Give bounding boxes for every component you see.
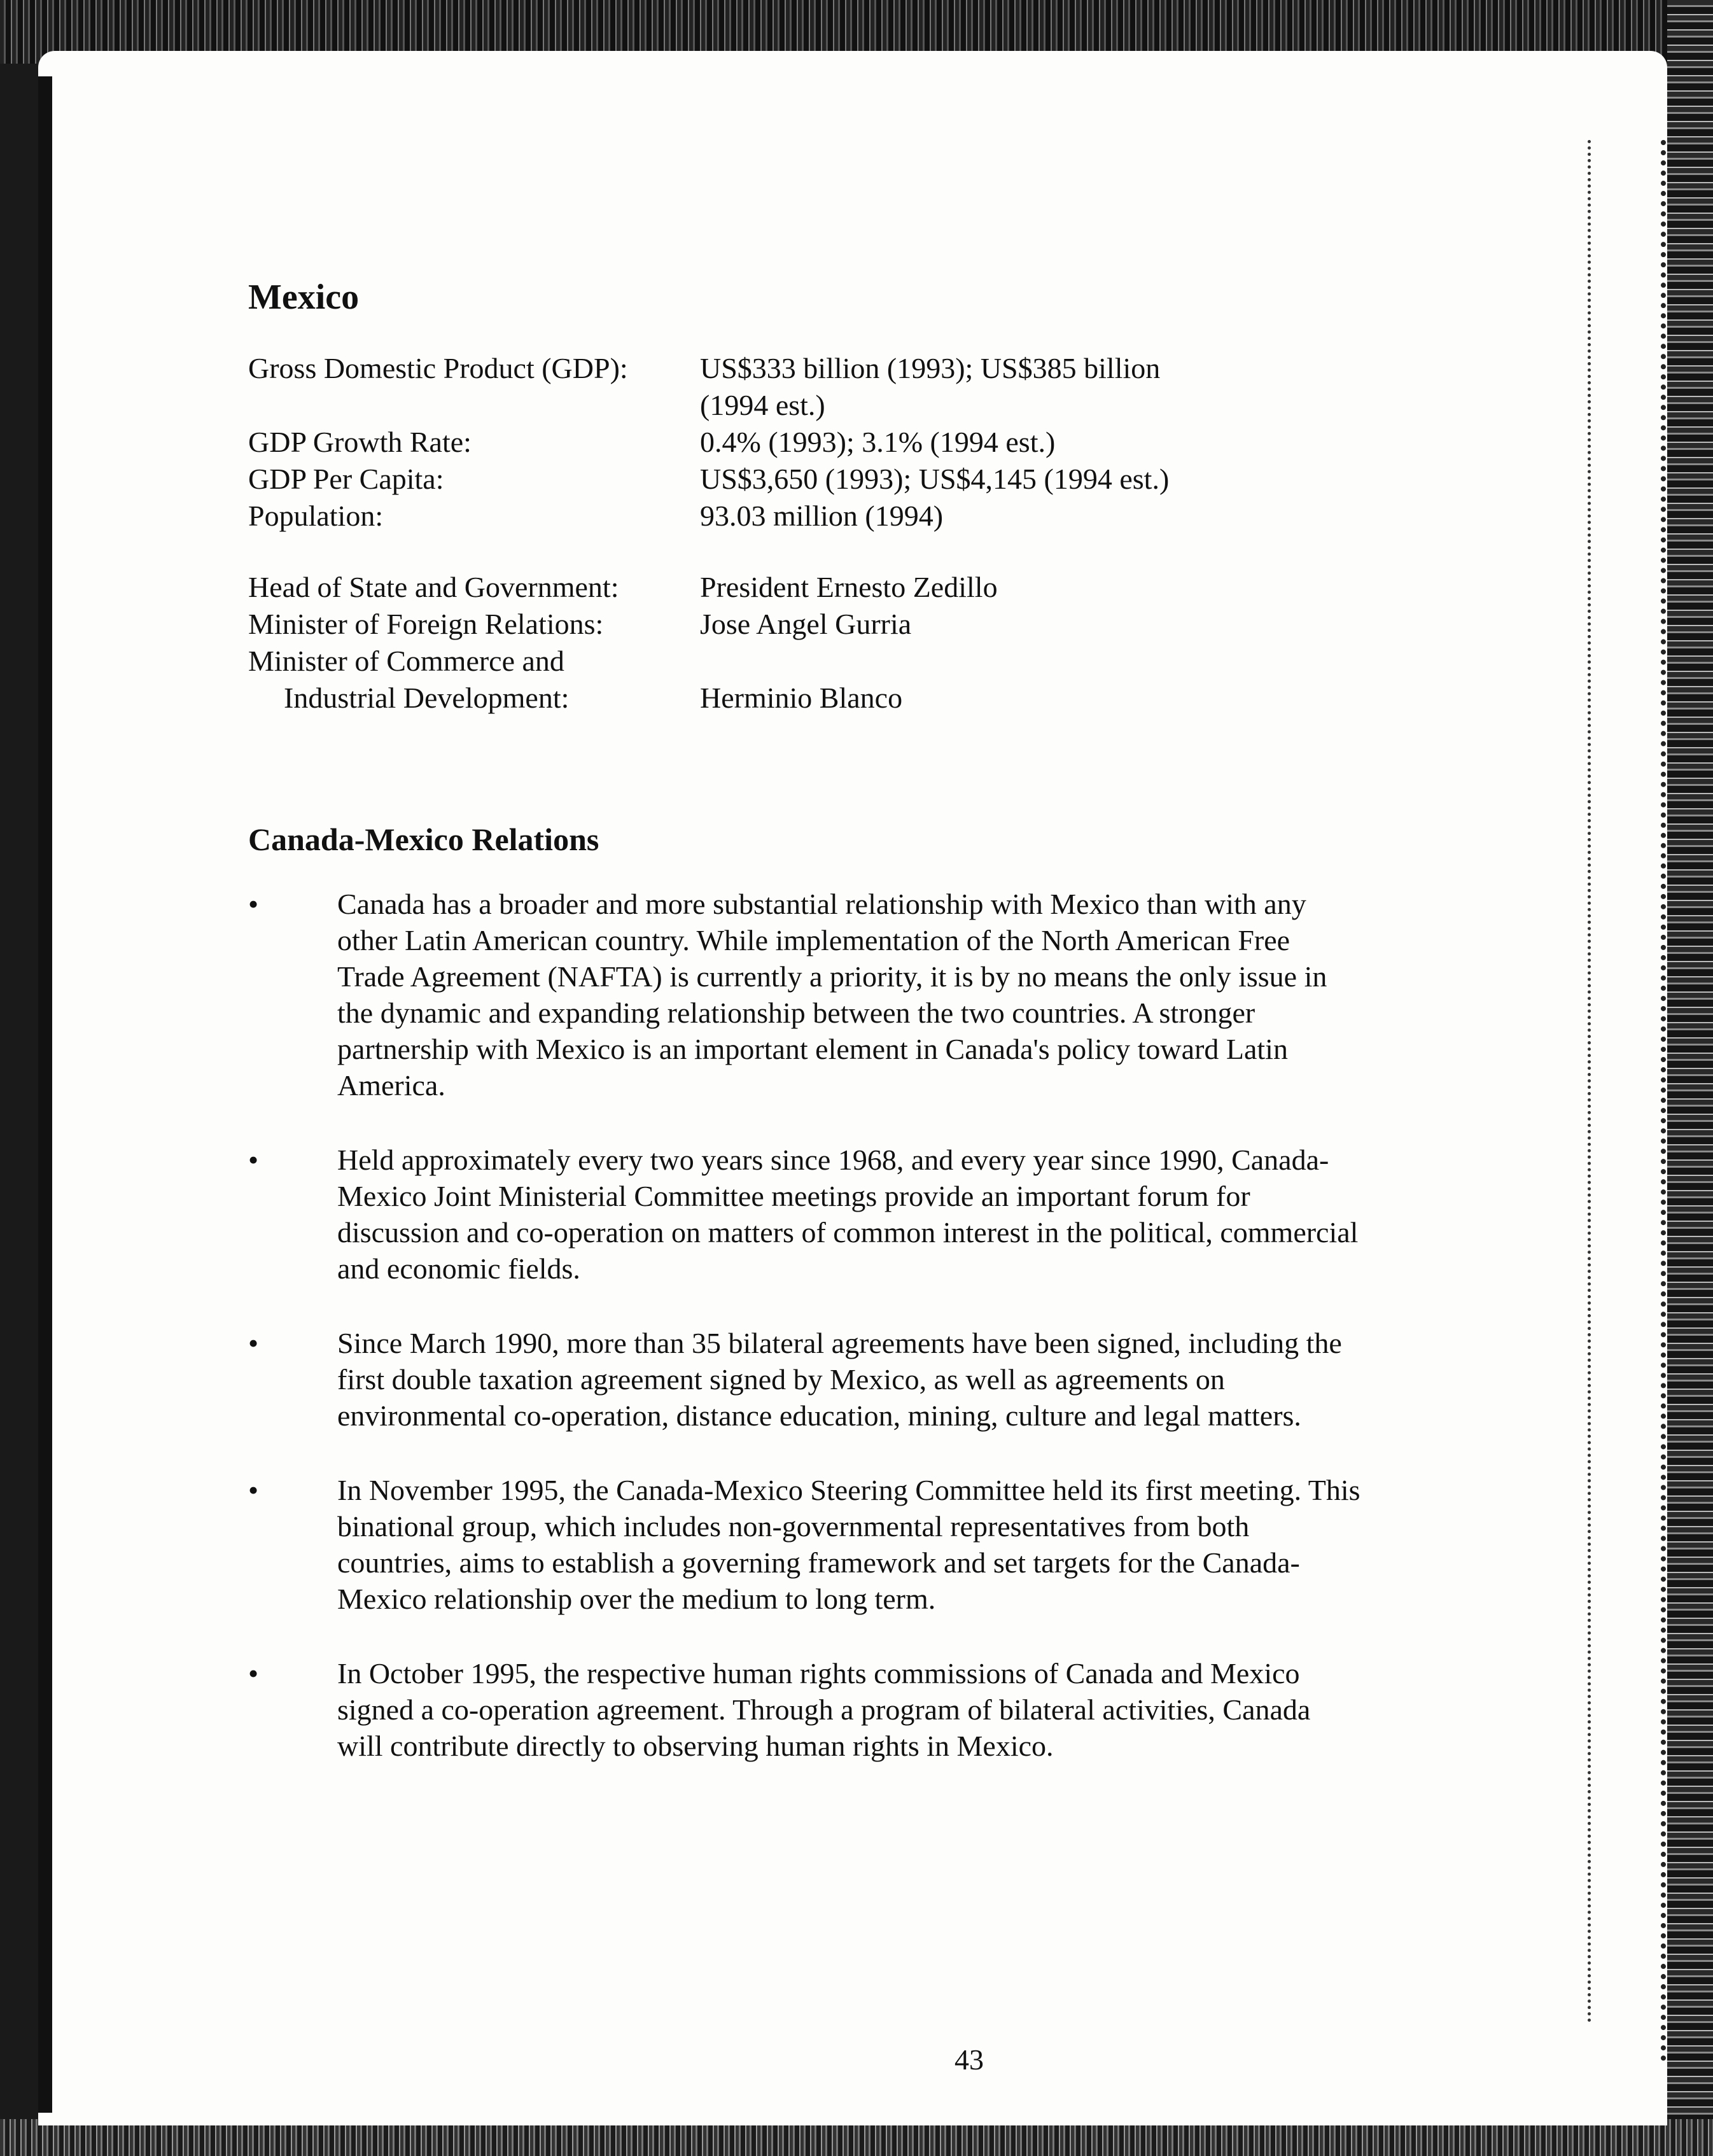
fact-value: 0.4% (1993); 3.1% (1994 est.) bbox=[700, 426, 1056, 458]
fact-label: GDP Per Capita: bbox=[248, 463, 444, 495]
fact-row-gdp bbox=[248, 350, 1330, 424]
fact-label: Gross Domestic Product (GDP): bbox=[248, 352, 628, 384]
bullet-icon: • bbox=[248, 1474, 259, 1506]
document-page bbox=[38, 51, 1667, 2125]
official-label: Minister of Foreign Relations: bbox=[248, 608, 604, 640]
official-name: President Ernesto Zedillo bbox=[700, 571, 998, 603]
page-title: Mexico bbox=[248, 277, 360, 317]
scan-border-right bbox=[1667, 0, 1713, 2156]
fact-label: Population: bbox=[248, 500, 384, 532]
fact-value: US$3,650 (1993); US$4,145 (1994 est.) bbox=[700, 463, 1170, 495]
official-row-commerce bbox=[248, 680, 1330, 717]
section-heading: Canada-Mexico Relations bbox=[248, 822, 599, 857]
bullet-icon: • bbox=[248, 1144, 259, 1176]
bullet-item bbox=[248, 1142, 1362, 1287]
official-label: Head of State and Government: bbox=[248, 571, 619, 603]
bullet-icon: • bbox=[248, 888, 259, 920]
bullet-icon: • bbox=[248, 1327, 259, 1359]
fact-value: US$333 billion (1993); US$385 billion (1994 est.) bbox=[700, 352, 1161, 421]
spacer bbox=[248, 535, 1330, 569]
fact-row-gdp-growth bbox=[248, 424, 1330, 461]
official-name: Jose Angel Gurria bbox=[700, 608, 912, 640]
bullet-item bbox=[248, 886, 1362, 1103]
official-name: Herminio Blanco bbox=[700, 682, 903, 714]
bullet-list bbox=[248, 886, 1362, 1802]
fact-row-population bbox=[248, 498, 1330, 535]
bullet-icon: • bbox=[248, 1657, 259, 1690]
bullet-item bbox=[248, 1325, 1362, 1434]
bullet-item bbox=[248, 1655, 1362, 1764]
fact-value: 93.03 million (1994) bbox=[700, 500, 944, 532]
bullet-text: In November 1995, the Canada-Mexico Steering Committee held its first meeting. This binational group, which includes non-governmental representatives from both countries, aims to establish a governing framework and set targets for the Canada-Mexico relationship over the medium to long term. bbox=[337, 1474, 1360, 1615]
official-row-head-of-state bbox=[248, 569, 1330, 606]
bullet-text: Canada has a broader and more substantial relationship with Mexico than with any other Latin American country. While implementation of the North American Free Trade Agreement (NAFTA) is currently a priority, it is by no means the only issue in the dynamic and expanding relationship between the two countries. A stronger partnership with Mexico is an important element in Canada's policy toward Latin America. bbox=[337, 888, 1327, 1102]
bullet-item bbox=[248, 1472, 1362, 1617]
empty-cell bbox=[700, 643, 1330, 680]
official-row-foreign-relations bbox=[248, 606, 1330, 643]
official-row-commerce-label-line1 bbox=[248, 643, 1330, 680]
binding-edge bbox=[38, 76, 52, 2113]
scan-dotted-edge bbox=[1661, 140, 1666, 2062]
country-facts bbox=[248, 350, 1330, 717]
scan-dashed-edge bbox=[1588, 140, 1591, 2024]
bullet-text: Since March 1990, more than 35 bilateral agreements have been signed, including the first double taxation agreement signed by Mexico, as well as agreements on environmental co-operation, distance education, mining, culture and legal matters. bbox=[337, 1327, 1342, 1432]
official-label: Industrial Development: bbox=[284, 682, 570, 714]
bullet-text: In October 1995, the respective human rights commissions of Canada and Mexico signed a co-operation agreement. Through a program of bilateral activities, Canada will contribute directly to observing human rights in Mexico. bbox=[337, 1657, 1311, 1762]
bullet-text: Held approximately every two years since 1968, and every year since 1990, Canada-Mexico Joint Ministerial Committee meetings provide an important forum for discussion and co-operation on matters of common interest in the political, commercial and economic fields. bbox=[337, 1144, 1359, 1285]
page-number: 43 bbox=[954, 2043, 984, 2076]
official-label: Minister of Commerce and bbox=[248, 645, 564, 677]
fact-row-gdp-per-capita bbox=[248, 461, 1330, 498]
fact-label: GDP Growth Rate: bbox=[248, 426, 472, 458]
